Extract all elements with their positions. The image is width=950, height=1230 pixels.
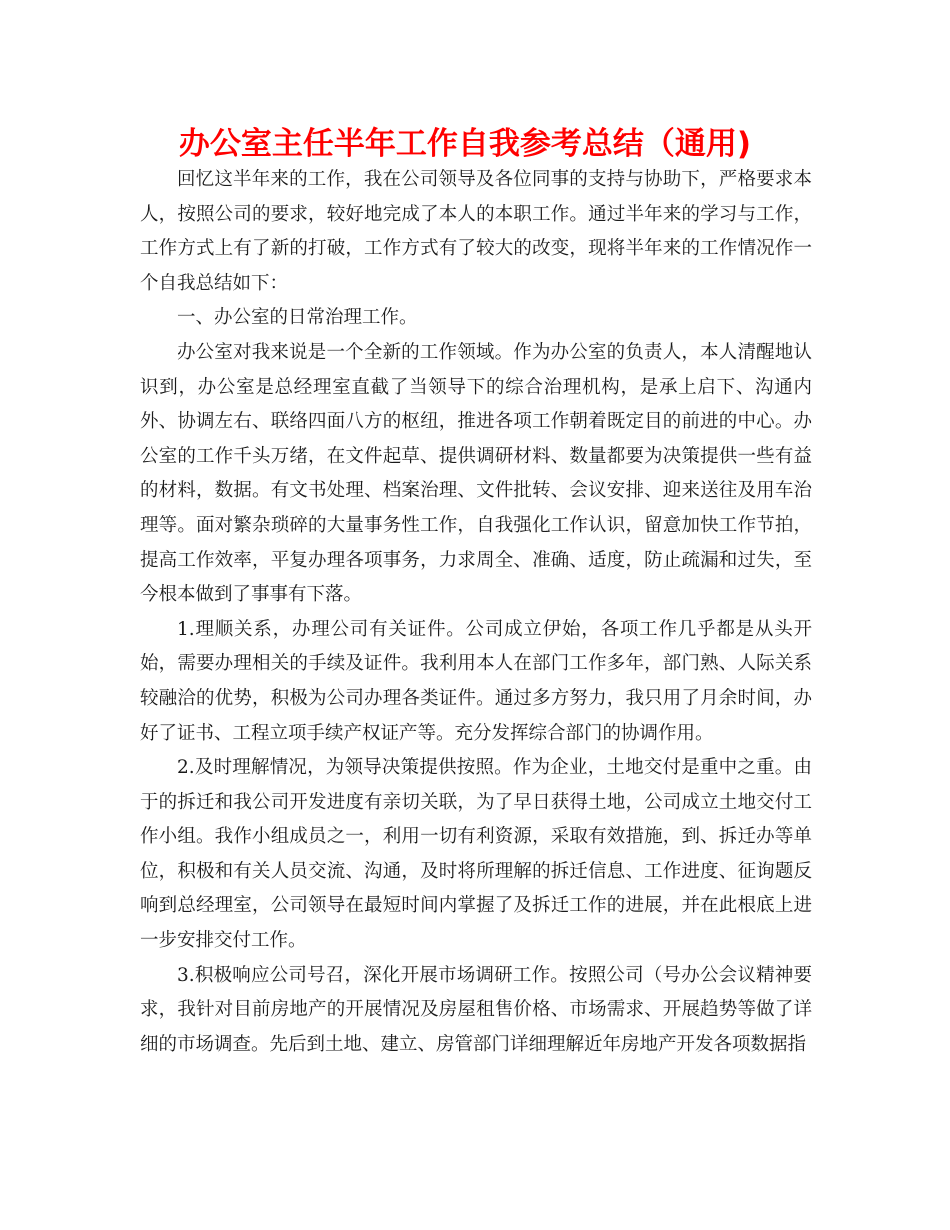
paragraph-item-3: 3.积极响应公司号召，深化开展市场调研工作。按照公司（号办公会议精神要求，我针对目前房地产的开展情况及房屋租售价格、市场需求、开展趋势等做了详细的市场调查。先后到土地、建立、房管部门详细理解近年房地产开发各项数据指 [140,964,812,1055]
document-title: 办公室主任半年工作自我参考总结（通用) [178,126,752,162]
paragraph-intro: 回忆这半年来的工作，我在公司领导及各位同事的支持与协助下，严格要求本人，按照公司的要求，较好地完成了本人的本职工作。通过半年来的学习与工作，工作方式上有了新的打破，工作方式有了较大的改变，现将半年来的工作情况作一个自我总结如下： [140,169,812,294]
paragraph-item-2: 2.及时理解情况，为领导决策提供按照。作为企业，土地交付是重中之重。由于的拆迁和我公司开发进度有亲切关联，为了早日获得土地，公司成立土地交付工作小组。我作小组成员之一，利用一切有利资源，采取有效措施，到、拆迁办等单位，积极和有关人员交流、沟通，及时将所理解的拆迁信息、工作进度、征询题反响到总经理室，公司领导在最短时间内掌握了及拆迁工作的进展，并在此根底上进一步安排交付工作。 [140,757,812,952]
section-heading-daily-management: 一、办公室的日常治理工作。 [177,307,418,329]
document-body [140,163,812,1062]
paragraph-office-role: 办公室对我来说是一个全新的工作领域。作为办公室的负责人，本人清醒地认识到，办公室是总经理室直截了当领导下的综合治理机构，是承上启下、沟通内外、协调左右、联络四面八方的枢纽，推进各项工作朝着既定目的前进的中心。办公室的工作千头万绪，在文件起草、提供调研材料、数量都要为决策提供一些有益的材料，数据。有文书处理、档案治理、文件批转、会议安排、迎来送往及用车治理等。面对繁杂琐碎的大量事务性工作，自我强化工作认识，留意加快工作节拍，提高工作效率，平复办理各项事务，力求周全、准确、适度，防止疏漏和过失，至今根本做到了事事有下落。 [140,341,812,606]
paragraph-item-1: 1.理顺关系，办理公司有关证件。公司成立伊始，各项工作几乎都是从头开始，需要办理相关的手续及证件。我利用本人在部门工作多年，部门熟、人际关系较融洽的优势，积极为公司办理各类证件。通过多方努力，我只用了月余时间，办好了证书、工程立项手续产权证产等。充分发挥综合部门的协调作用。 [140,618,812,744]
